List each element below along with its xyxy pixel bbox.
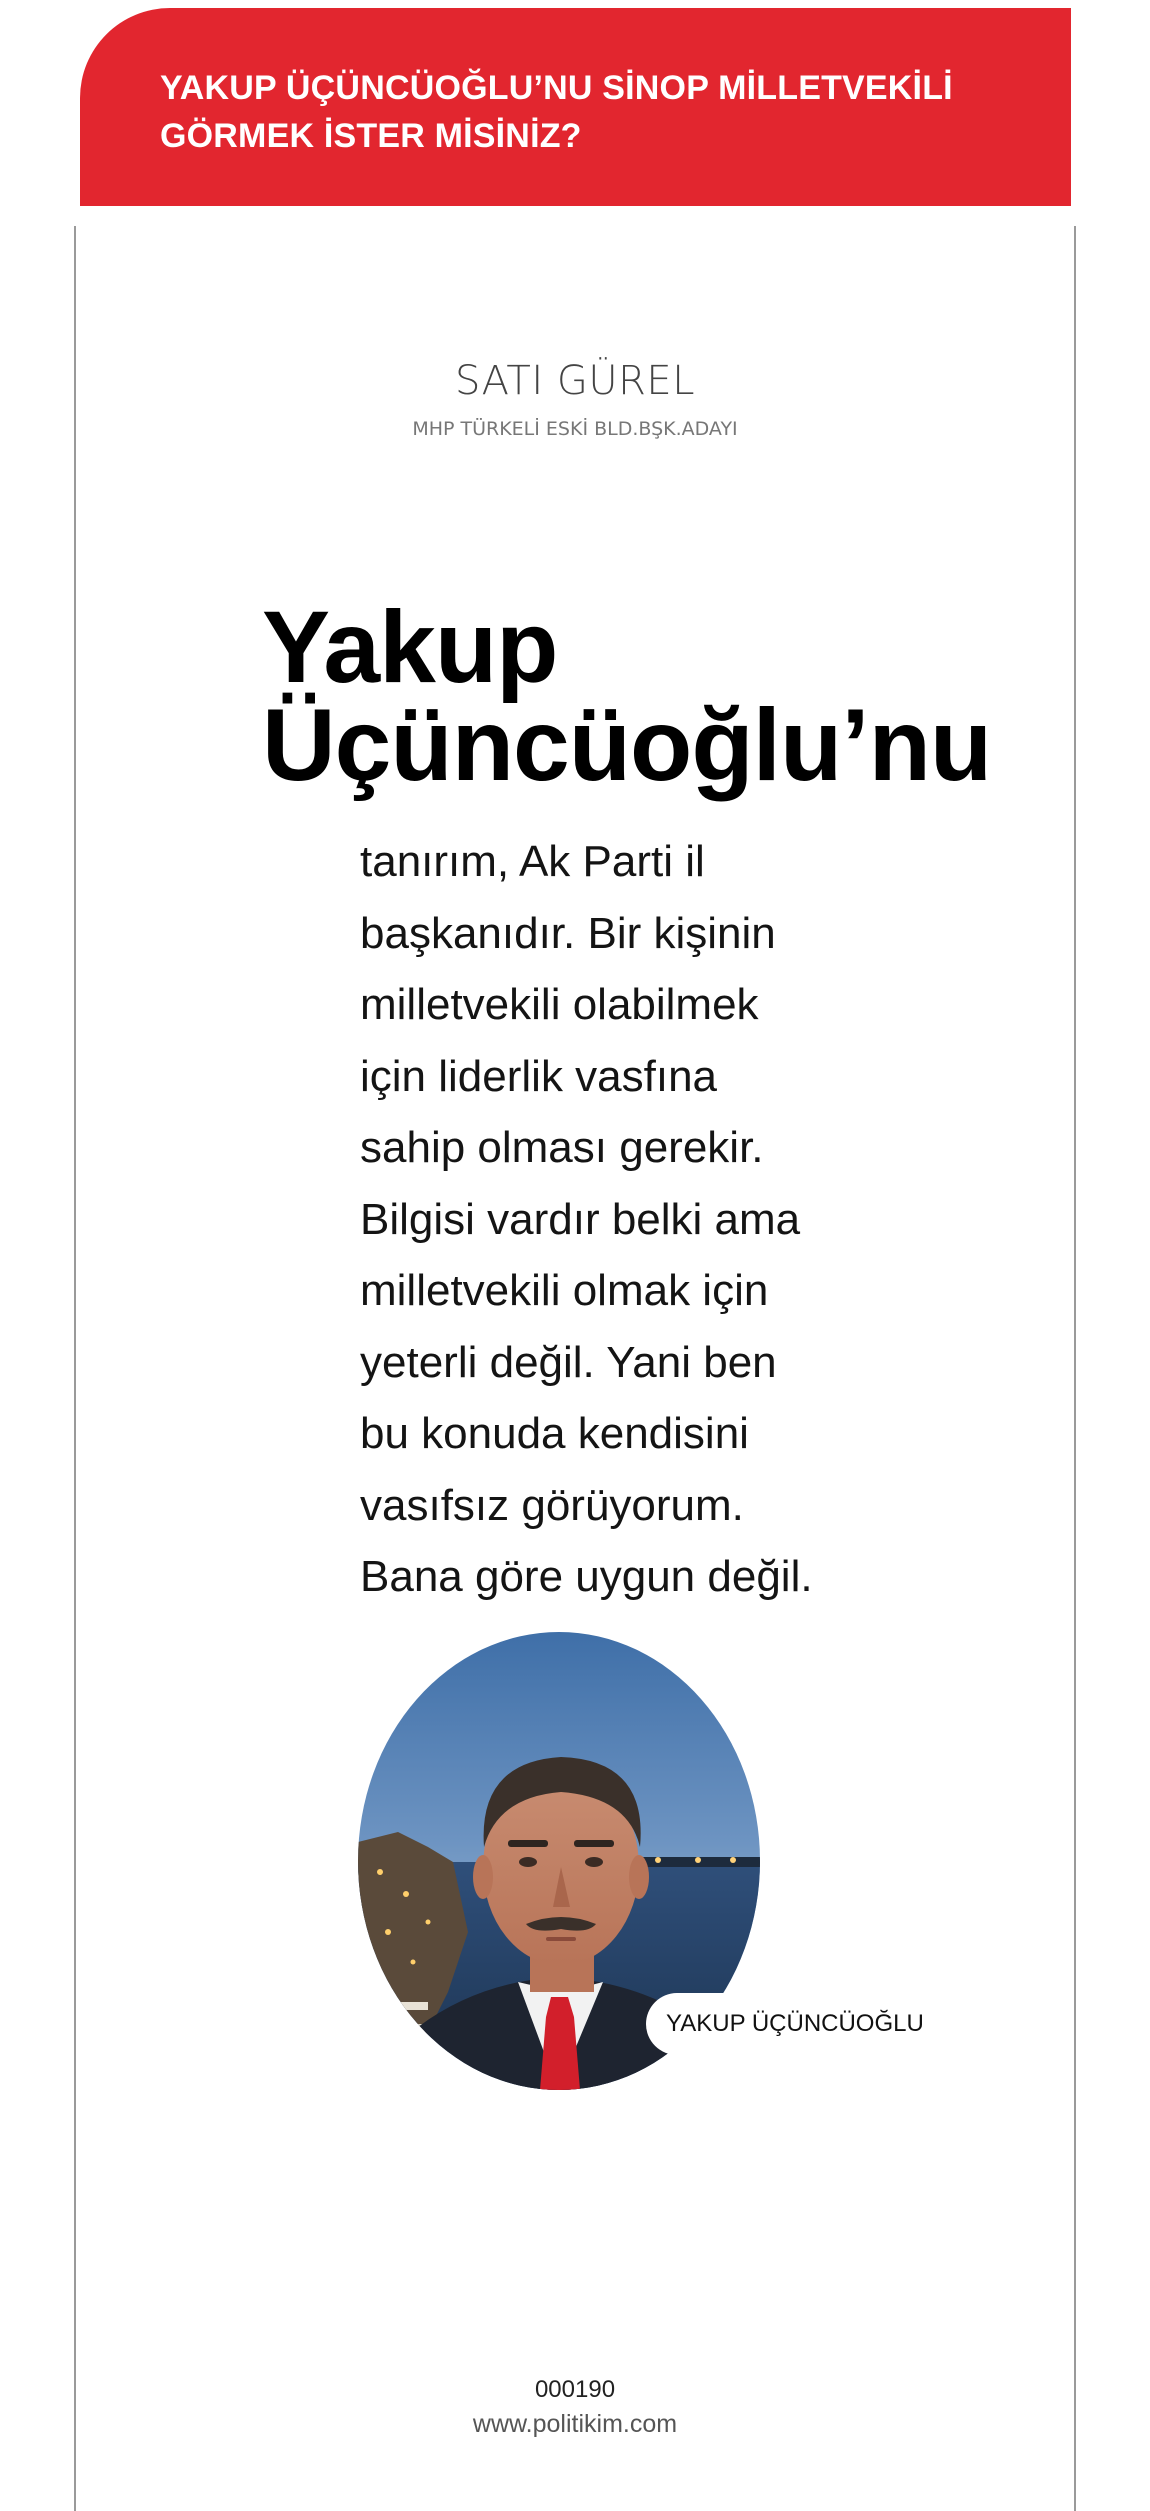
author-name: SATI GÜREL xyxy=(455,358,695,404)
headline-line-2: Üçüncüoğlu’nu xyxy=(262,688,992,802)
quote-line: Bilgisi vardır belki ama xyxy=(360,1194,801,1244)
quote-line: yeterli değil. Yani ben xyxy=(360,1337,777,1387)
quote-line: milletvekili olabilmek xyxy=(360,980,759,1029)
quote-line: tanırım, Ak Parti il xyxy=(360,837,705,886)
header-title-line-1: YAKUP ÜÇÜNCÜOĞLU’NU SİNOP MİLLETVEKİLİ xyxy=(160,69,953,107)
quote-body xyxy=(360,826,920,1613)
quote-line: vasıfsız görüyorum. xyxy=(360,1480,744,1530)
frame-left-border xyxy=(74,226,76,2511)
headline-line-1: Yakup xyxy=(262,590,558,704)
photo-caption: YAKUP ÜÇÜNCÜOĞLU xyxy=(646,1993,916,2055)
frame-right-border xyxy=(1074,226,1076,2511)
page-code: 000190 xyxy=(534,2376,616,2403)
quote-line: milletvekili olmak için xyxy=(360,1266,769,1315)
header-banner xyxy=(80,8,1071,206)
quote-line: için liderlik vasfına xyxy=(360,1051,718,1101)
quote-line: bu konuda kendisini xyxy=(360,1409,749,1458)
quote-line: sahip olması gerekir. xyxy=(360,1123,764,1172)
quote-line: başkanıdır. Bir kişinin xyxy=(360,908,776,958)
site-url[interactable]: www.politikim.com xyxy=(472,2410,678,2438)
headline xyxy=(262,590,1022,802)
author-title: MHP TÜRKELİ ESKİ BLD.BŞK.ADAYI xyxy=(412,418,738,440)
header-title-line-2: GÖRMEK İSTER MİSİNİZ? xyxy=(160,117,582,155)
quote-line: Bana göre uygun değil. xyxy=(360,1552,813,1601)
